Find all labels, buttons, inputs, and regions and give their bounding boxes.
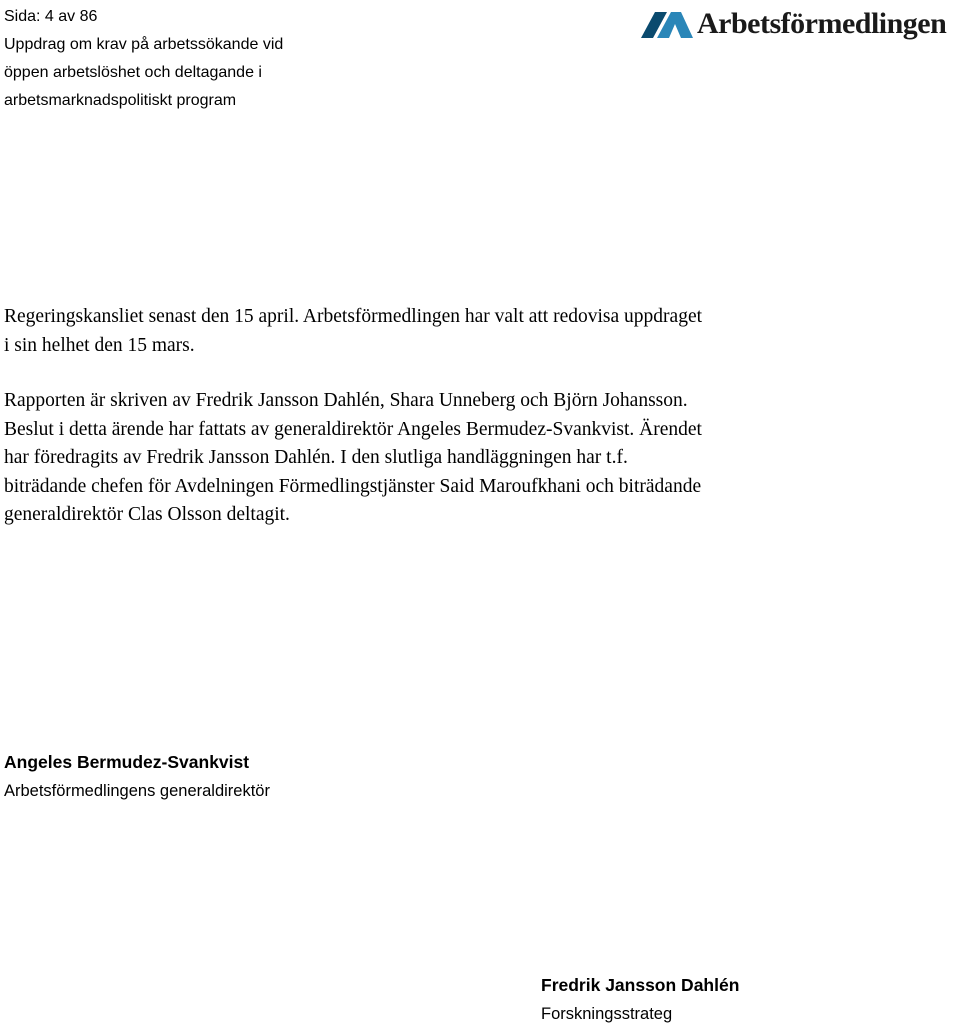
- document-header: [4, 3, 283, 115]
- signature-research-strategist: [541, 971, 739, 1029]
- body-paragraph-2: [4, 387, 954, 530]
- logo-mark-icon: [641, 10, 693, 38]
- paragraph-line: generaldirektör Clas Olsson deltagit.: [4, 504, 290, 525]
- subject-line-3: arbetsmarknadspolitiskt program: [4, 92, 237, 109]
- paragraph-line: Rapporten är skriven av Fredrik Jansson Dahlén, Shara Unneberg och Björn Johansson.: [4, 390, 688, 411]
- paragraph-line: Beslut i detta ärende har fattats av generaldirektör Angeles Bermudez-Svankvist. Ärendet: [4, 418, 702, 440]
- page-number: Sida: 4 av 86: [4, 8, 98, 25]
- subject-line-1: Uppdrag om krav på arbetssökande vid: [4, 36, 284, 53]
- signatory-title: Arbetsförmedlingens generaldirektör: [4, 782, 270, 800]
- paragraph-line: biträdande chefen för Avdelningen Förmedlingstjänster Said Maroufkhani och biträdande: [4, 475, 702, 497]
- signatory-name: Fredrik Jansson Dahlén: [541, 975, 740, 995]
- subject-line-2: öppen arbetslöshet och deltagande i: [4, 64, 262, 81]
- logo-wordmark: Arbetsförmedlingen: [697, 7, 947, 40]
- signatory-name: Angeles Bermudez-Svankvist: [4, 752, 250, 772]
- paragraph-line: har föredragits av Fredrik Jansson Dahlén. I den slutliga handläggningen har t.f.: [4, 447, 628, 468]
- signatory-title: Forskningsstrateg: [541, 1005, 673, 1023]
- paragraph-line: Regeringskansliet senast den 15 april. Arbetsförmedlingen har valt att redovisa uppdraget: [4, 306, 703, 327]
- signature-director-general: [4, 748, 270, 806]
- paragraph-line: i sin helhet den 15 mars.: [4, 334, 195, 356]
- body-paragraph-1: [4, 303, 954, 360]
- arbetsformedlingen-logo: [641, 4, 946, 44]
